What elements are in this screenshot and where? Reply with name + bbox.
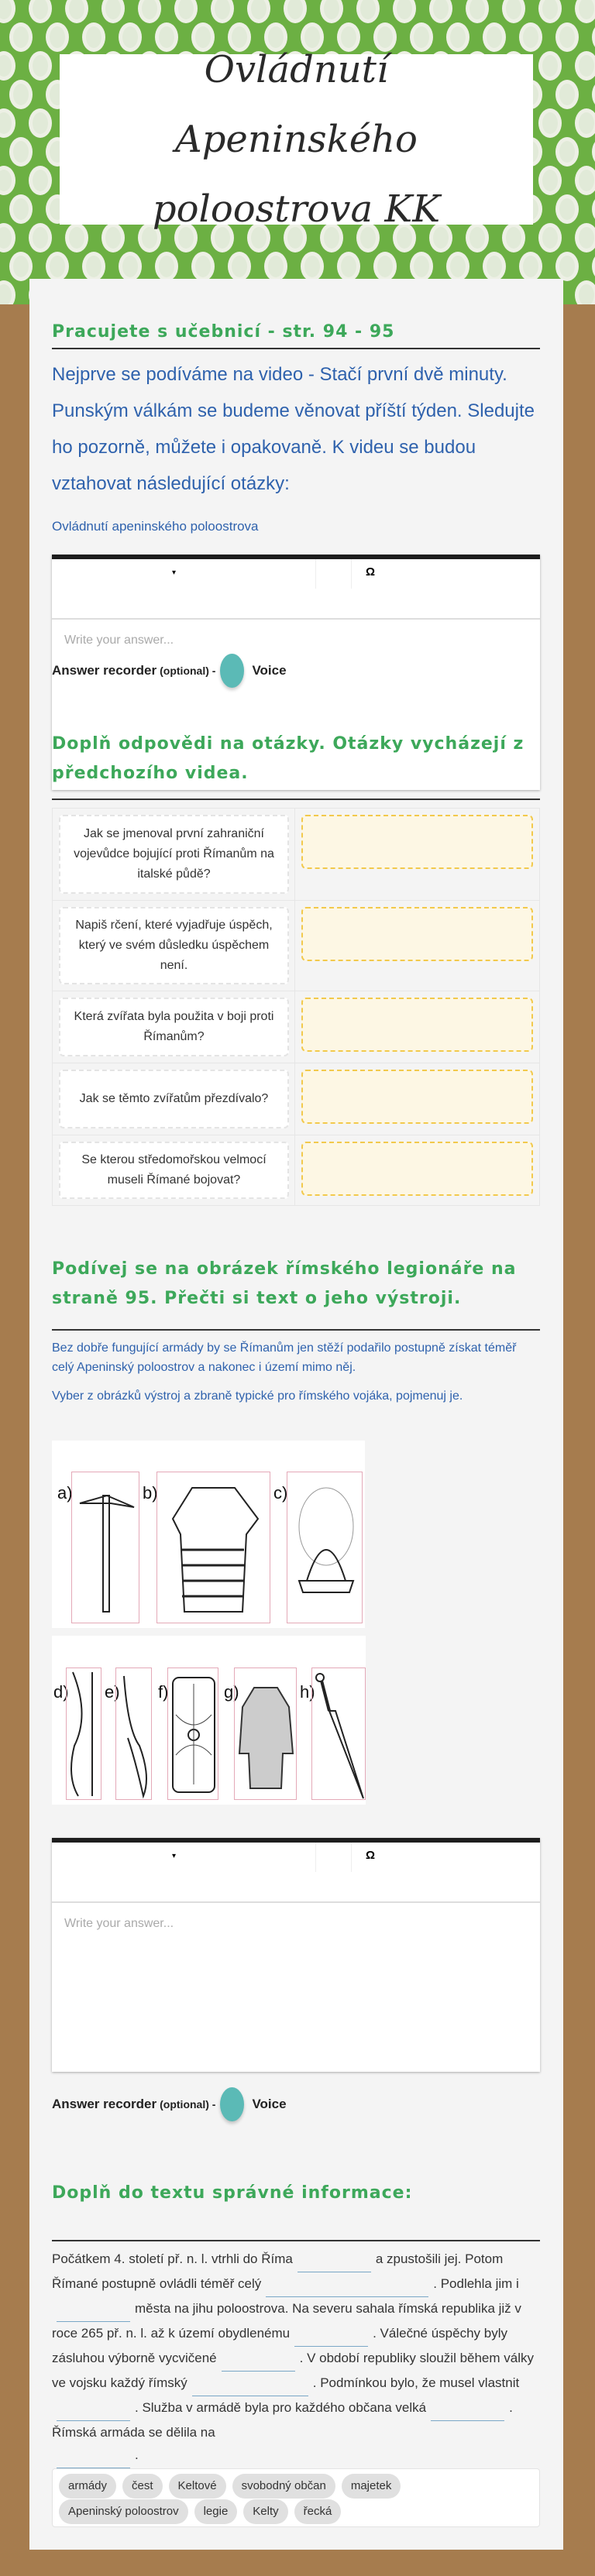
pattern-dot — [0, 0, 15, 23]
pattern-dot — [555, 252, 579, 281]
pattern-dot — [483, 22, 506, 52]
section-heading: Doplň do textu správné informace: — [52, 2183, 413, 2203]
pattern-dot — [502, 0, 525, 23]
pattern-dot — [191, 252, 215, 281]
pattern-dot — [446, 252, 469, 281]
word-chip[interactable]: majetek — [342, 2474, 401, 2499]
title-box — [60, 48, 533, 231]
pattern-dot — [46, 22, 69, 52]
pattern-dot — [9, 22, 33, 52]
blank-input[interactable] — [222, 2356, 295, 2372]
text-segment: . Podlehla jim i — [433, 2276, 519, 2291]
word-chip[interactable]: čest — [122, 2474, 163, 2499]
question-card: Se kterou středomořskou velmocí museli Římané bojovat? — [59, 1142, 289, 1199]
question-card: Jak se těmto zvířatům přezdívalo? — [59, 1070, 289, 1128]
pattern-dot — [228, 252, 251, 281]
text-segment: . Římská armáda se dělila na — [52, 2400, 513, 2440]
pattern-dot — [373, 252, 397, 281]
pattern-dot — [301, 252, 324, 281]
pattern-dot — [429, 0, 452, 23]
editor-toolbar — [52, 1843, 540, 1903]
pattern-dot — [592, 22, 595, 52]
recorder-optional: (optional) - — [160, 2098, 216, 2111]
pattern-dot — [320, 0, 343, 23]
pattern-dot — [483, 252, 506, 281]
video-link[interactable]: Ovládnutí apeninského poloostrova — [52, 519, 259, 534]
editor-toolbar — [52, 559, 540, 620]
pattern-dot — [65, 223, 88, 252]
voice-label: Voice — [252, 663, 287, 678]
figure-label: a) — [57, 1483, 73, 1503]
pickaxe-icon — [71, 1472, 139, 1623]
pattern-dot — [592, 194, 595, 224]
pattern-dot — [575, 223, 595, 252]
pattern-dot — [284, 0, 307, 23]
fill-in-text — [52, 2248, 544, 2468]
bow-icon — [66, 1668, 101, 1800]
answer-editor — [52, 1838, 540, 2072]
divider — [52, 348, 540, 349]
toolbar-separator — [315, 559, 316, 589]
pattern-dot — [155, 252, 178, 281]
pattern-dot — [538, 51, 562, 81]
section-heading: Doplň odpovědi na otázky. Otázky vycházejí z předchozího videa. — [52, 734, 524, 783]
word-bank — [52, 2468, 540, 2527]
pattern-dot — [575, 108, 595, 138]
blank-input[interactable] — [431, 2406, 504, 2421]
word-chip[interactable]: svobodný občan — [232, 2474, 335, 2499]
recorder-label: Answer recorder — [52, 663, 157, 678]
pattern-dot — [82, 252, 105, 281]
pattern-dot — [0, 223, 15, 252]
toolbar-separator — [351, 1843, 352, 1872]
pattern-dot — [211, 0, 234, 23]
question-row — [53, 991, 539, 1063]
answer-drop-box[interactable] — [301, 907, 533, 961]
voice-label: Voice — [252, 2097, 287, 2111]
pattern-dot — [466, 0, 489, 23]
format-dropdown-caret-icon[interactable]: ▾ — [172, 1852, 177, 1860]
blank-input[interactable] — [57, 2406, 130, 2421]
answer-textarea[interactable] — [52, 1903, 540, 2072]
scimitar-icon — [115, 1668, 152, 1800]
pattern-dot — [519, 252, 542, 281]
figure-label: b) — [143, 1483, 158, 1503]
toolbar-separator — [351, 559, 352, 589]
pattern-dot — [538, 223, 562, 252]
pattern-dot — [592, 137, 595, 167]
equipment-image-top — [52, 1441, 365, 1628]
pattern-dot — [555, 194, 579, 224]
pattern-dot — [575, 51, 595, 81]
pattern-dot — [575, 0, 595, 23]
pattern-dot — [592, 80, 595, 109]
answer-drop-box[interactable] — [301, 815, 533, 869]
format-dropdown-caret-icon[interactable]: ▾ — [172, 568, 177, 577]
pattern-dot — [65, 0, 88, 23]
word-chip[interactable]: Keltové — [169, 2474, 226, 2499]
special-character-omega-icon[interactable]: Ω — [366, 1849, 376, 1862]
text-segment: . V období republiky sloužil během války ve vojsku každý římský — [52, 2351, 535, 2390]
figure-label: c) — [273, 1483, 288, 1503]
text-segment: . — [135, 2447, 139, 2462]
blank-input[interactable] — [298, 2257, 371, 2272]
pattern-dot — [538, 108, 562, 138]
text-segment: . Služba v armádě byla pro každého občana velká — [135, 2400, 427, 2415]
record-voice-button[interactable] — [220, 654, 244, 688]
question-card: Která zvířata byla použita v boji proti Římanům? — [59, 998, 289, 1056]
blank-input[interactable] — [294, 2331, 368, 2347]
question-row — [53, 1063, 539, 1135]
pattern-dot — [555, 137, 579, 167]
text-segment: Počátkem 4. století př. n. l. vtrhli do Říma — [52, 2251, 293, 2266]
divider — [52, 1329, 540, 1331]
chainmail-icon — [234, 1668, 297, 1800]
blank-input[interactable] — [57, 2306, 130, 2322]
page-title: Ovládnutí Apeninského poloostrova KK — [152, 48, 441, 231]
pattern-dot — [138, 0, 161, 23]
pattern-dot — [247, 0, 270, 23]
pattern-dot — [575, 166, 595, 195]
pattern-dot — [101, 223, 125, 252]
pattern-dot — [29, 166, 52, 195]
pattern-dot — [119, 252, 142, 281]
pattern-dot — [410, 252, 433, 281]
question-match-table — [52, 808, 540, 1206]
word-chip[interactable]: Apeninský poloostrov — [59, 2499, 188, 2524]
pattern-dot — [0, 166, 15, 195]
pattern-dot — [466, 223, 489, 252]
pattern-dot — [519, 22, 542, 52]
pattern-dot — [555, 80, 579, 109]
gladius-icon — [311, 1668, 366, 1800]
blank-input[interactable] — [266, 2282, 428, 2297]
answer-drop-box[interactable] — [301, 998, 533, 1052]
pattern-dot — [46, 252, 69, 281]
answer-drop-box[interactable] — [301, 1142, 533, 1196]
pattern-dot — [29, 51, 52, 81]
pattern-dot — [174, 0, 198, 23]
pattern-dot — [592, 252, 595, 281]
blank-input[interactable] — [57, 2453, 130, 2468]
special-character-omega-icon[interactable]: Ω — [366, 565, 376, 579]
text-segment: . Podmínkou bylo, že musel vlastnit — [312, 2375, 520, 2390]
question-row — [53, 901, 539, 991]
intro-paragraph: Nejprve se podíváme na video - Stačí první dvě minuty. Punským válkám se budeme věnovat příští týden. Sledujte ho pozorně, můžete i opakovaně. K videu se budou vztahovat následující otázky: — [52, 364, 535, 494]
answer-recorder — [52, 2087, 287, 2121]
shield-icon — [167, 1668, 218, 1800]
pattern-dot — [9, 137, 33, 167]
answer-drop-box[interactable] — [301, 1070, 533, 1124]
divider — [52, 2240, 540, 2241]
word-chip[interactable]: armády — [59, 2474, 116, 2499]
pattern-dot — [82, 22, 105, 52]
word-chip[interactable]: řecká — [294, 2499, 342, 2524]
pattern-dot — [9, 252, 33, 281]
pattern-dot — [0, 51, 15, 81]
section-heading: Podívej se na obrázek římského legionáře na straně 95. Přečti si text o jeho výstroji. — [52, 1259, 517, 1308]
figure-label: f) — [158, 1682, 169, 1702]
question-card: Napiš rčení, které vyjadřuje úspěch, který ve svém důsledku úspěchem není. — [59, 907, 289, 984]
pattern-dot — [502, 223, 525, 252]
blank-input[interactable] — [192, 2381, 308, 2396]
pattern-dot — [575, 280, 595, 304]
word-chip[interactable]: legie — [194, 2499, 238, 2524]
pattern-dot — [9, 194, 33, 224]
equipment-image-bottom — [52, 1636, 366, 1805]
recorder-label: Answer recorder — [52, 2097, 157, 2111]
pattern-dot — [538, 166, 562, 195]
section-heading: Pracujete s učebnicí - str. 94 - 95 — [52, 322, 395, 342]
pattern-dot — [337, 252, 360, 281]
text-segment: města na jihu poloostrova. Na severu sahala římská republika již v roce 265 př. n. l. až k území obydlenému — [52, 2301, 521, 2341]
pattern-dot — [538, 0, 562, 23]
pattern-dot — [29, 0, 52, 23]
pattern-dot — [9, 80, 33, 109]
content-card — [29, 279, 563, 2550]
task-paragraph: Vyber z obrázků výstroj a zbraně typické pro římského vojáka, pojmenuj je. — [52, 1389, 463, 1403]
text-segment: . Válečné úspěchy byly zásluhou výborně vycvičené — [52, 2326, 507, 2365]
pattern-dot — [0, 280, 15, 304]
pattern-dot — [555, 22, 579, 52]
recorder-optional: (optional) - — [160, 665, 216, 677]
armor-icon — [156, 1472, 270, 1623]
pattern-dot — [29, 108, 52, 138]
question-row — [53, 1135, 539, 1205]
army-paragraph: Bez dobře fungující armády by se Římanům jen stěží podařilo postupně získat téměř celý Apeninský poloostrov a nakonec i území mimo něj. — [52, 1341, 517, 1374]
figure-label: g) — [224, 1682, 239, 1702]
word-chip[interactable]: Kelty — [243, 2499, 287, 2524]
pattern-dot — [264, 252, 287, 281]
pattern-dot — [101, 0, 125, 23]
pattern-dot — [0, 108, 15, 138]
question-card: Jak se jmenoval první zahraniční vojevůdce bojující proti Římanům na italské půdě? — [59, 815, 289, 894]
question-row — [53, 809, 539, 901]
divider — [52, 799, 540, 800]
figure-label: d) — [53, 1682, 69, 1702]
figure-label: e) — [105, 1682, 120, 1702]
pattern-dot — [356, 0, 380, 23]
toolbar-separator — [315, 1843, 316, 1872]
header-banner — [0, 0, 595, 304]
text-segment: a zpustošili jej. Potom Římané postupně ovládli téměř celý — [52, 2251, 504, 2291]
record-voice-button[interactable] — [220, 2087, 244, 2121]
figure-label: h) — [300, 1682, 315, 1702]
answer-recorder — [52, 654, 287, 688]
helmet-icon — [287, 1472, 363, 1623]
pattern-dot — [29, 223, 52, 252]
pattern-dot — [393, 0, 416, 23]
